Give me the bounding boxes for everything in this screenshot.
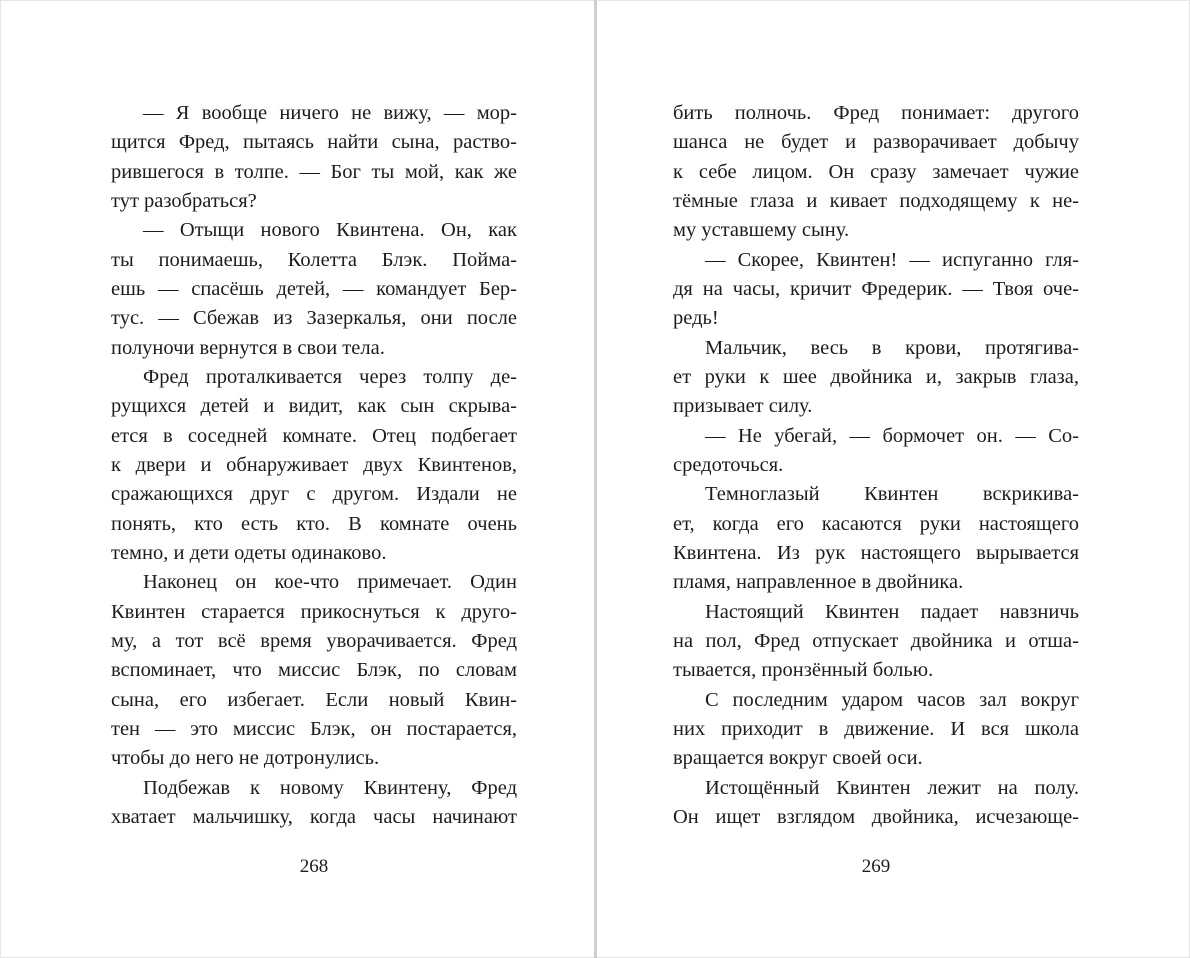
text-line: тут разобраться?: [111, 189, 257, 212]
text-line: к себе лицом. Он сразу замечает чужие: [673, 160, 1079, 183]
text-line: му уставшему сыну.: [673, 219, 850, 242]
book-spine-divider: [594, 0, 597, 958]
text-line: щится Фред, пытаясь найти сына, раство-: [111, 131, 517, 154]
text-line: рущихся детей и видит, как сын скрыва-: [111, 395, 517, 418]
text-line: на пол, Фред отпускает двойника и отша-: [673, 629, 1079, 652]
text-line: Мальчик, весь в крови, протягива-: [705, 336, 1079, 359]
text-line: Фред проталкивается через толпу де-: [143, 365, 517, 388]
page-number-left: 268: [299, 856, 329, 877]
text-line: Он ищет взглядом двойника, исчезающе-: [673, 805, 1079, 828]
text-line: призывает силу.: [673, 395, 813, 418]
text-line: Подбежав к новому Квинтену, Фред: [143, 776, 517, 799]
text-line: сражающихся друг с другом. Издали не: [111, 483, 517, 506]
text-line: шанса не будет и разворачивает добычу: [673, 131, 1079, 154]
text-line: Темноглазый Квинтен вскрикива-: [705, 483, 1079, 506]
text-line: С последним ударом часов зал вокруг: [705, 688, 1079, 711]
page-number-right: 269: [861, 856, 891, 877]
text-line: ет, когда его касаются руки настоящего: [673, 512, 1079, 535]
text-line: ешь — спасёшь детей, — командует Бер-: [111, 277, 517, 300]
text-line: — Скорее, Квинтен! — испуганно гля-: [705, 248, 1079, 271]
text-line: дя на часы, кричит Фредерик. — Твоя оче-: [673, 277, 1079, 300]
text-line: — Не убегай, — бормочет он. — Со-: [705, 424, 1079, 447]
text-line: понять, кто есть кто. В комнате очень: [111, 512, 517, 535]
text-line: редь!: [673, 307, 719, 330]
text-line: Квинтен старается прикоснуться к друго-: [111, 600, 517, 623]
text-line: тёмные глаза и кивает подходящему к не-: [673, 189, 1079, 212]
text-line: полуночи вернутся в свои тела.: [111, 336, 385, 359]
text-line: темно, и дети одеты одинаково.: [111, 541, 387, 564]
text-line: ты понимаешь, Колетта Блэк. Пойма-: [111, 248, 517, 271]
text-line: тус. — Сбежав из Зазеркалья, они после: [111, 307, 517, 330]
text-line: Квинтена. Из рук настоящего вырывается: [673, 541, 1079, 564]
text-line: Наконец он кое-что примечает. Один: [143, 571, 517, 594]
left-page-text: [111, 99, 517, 832]
text-line: средоточься.: [673, 453, 784, 476]
text-line: вращается вокруг своей оси.: [673, 747, 923, 770]
text-line: Настоящий Квинтен падает навзничь: [705, 600, 1079, 623]
text-line: пламя, направленное в двойника.: [673, 571, 964, 594]
text-line: хватает мальчишку, когда часы начинают: [111, 805, 517, 828]
text-line: Истощённый Квинтен лежит на полу.: [705, 776, 1079, 799]
text-line: рившегося в толпе. — Бог ты мой, как же: [111, 160, 517, 183]
text-line: — Отыщи нового Квинтена. Он, как: [143, 219, 517, 242]
text-line: них приходит в движение. И вся школа: [673, 717, 1079, 740]
text-line: ется в соседней комнате. Отец подбегает: [111, 424, 517, 447]
text-line: — Я вообще ничего не вижу, — мор-: [143, 102, 517, 124]
text-line: му, а тот всё время уворачивается. Фред: [111, 629, 517, 652]
text-line: к двери и обнаруживает двух Квинтенов,: [111, 453, 517, 476]
text-line: бить полночь. Фред понимает: другого: [673, 102, 1079, 124]
text-line: чтобы до него не дотронулись.: [111, 747, 380, 770]
text-line: тывается, пронзённый болью.: [673, 659, 934, 682]
text-line: тен — это миссис Блэк, он постарается,: [111, 717, 517, 740]
text-line: вспоминает, что миссис Блэк, по словам: [111, 659, 517, 682]
right-page-text: [673, 99, 1079, 832]
text-line: ет руки к шее двойника и, закрыв глаза,: [673, 365, 1079, 388]
text-line: сына, его избегает. Если новый Квин-: [111, 688, 517, 711]
